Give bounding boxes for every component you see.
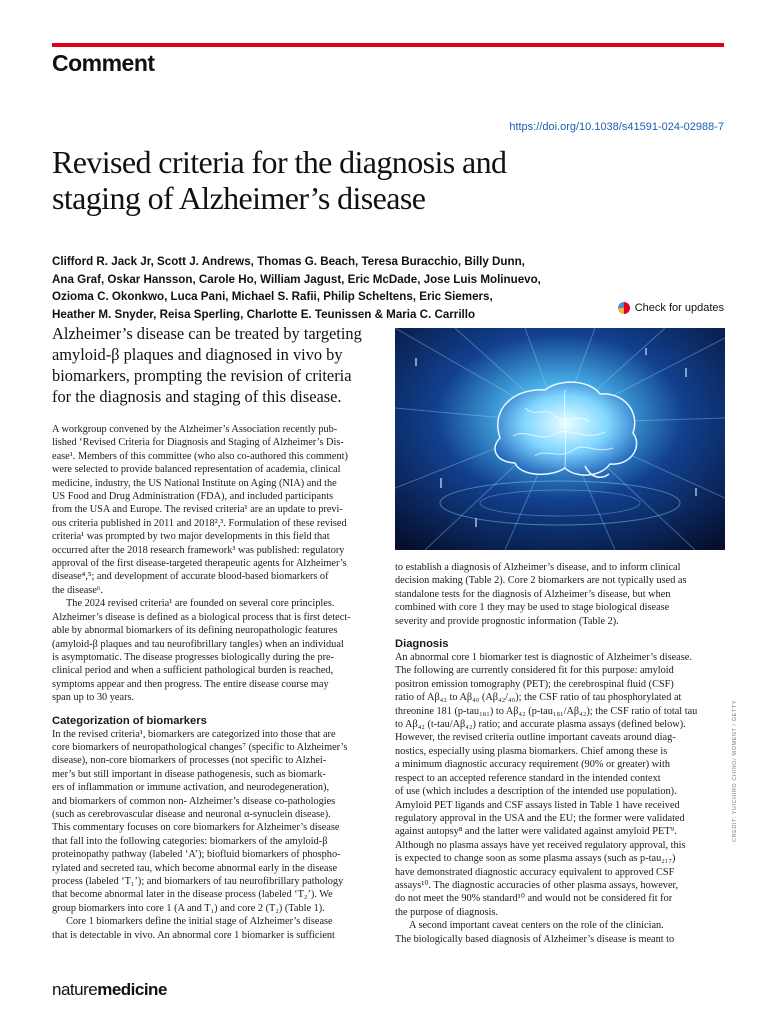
- standfirst-line: Alzheimer’s disease can be treated by targeting: [52, 324, 362, 343]
- body-text-line: from the USA and Europe. The revised criteria¹ are an update to previ-: [52, 504, 343, 516]
- body-text-line: This commentary focuses on core biomarkers for Alzheimer’s disease: [52, 822, 340, 834]
- body-text-line: to Aβ₄₂ (t-tau/Aβ₄₂) ratio; and accurate plasma assays (defined below).: [395, 719, 686, 731]
- glowing-brain-illustration: [395, 328, 725, 550]
- body-text-line: were selected to provide balanced representation of academia, clinical: [52, 464, 341, 476]
- brain-hero-image: [395, 328, 725, 550]
- doi-link[interactable]: https://doi.org/10.1038/s41591-024-02988-7: [509, 121, 724, 133]
- body-text-line: However, the revised criteria outline important caveats around diag-: [395, 732, 676, 744]
- image-credit: CREDIT: YUICHIRO CHINO/ MOMENT / GETTY: [732, 699, 738, 842]
- check-for-updates-label: Check for updates: [634, 302, 724, 314]
- body-text-line: ous criteria published in 2011 and 2018²,³. Formulation of these revised: [52, 517, 347, 529]
- body-text-line: A workgroup convened by the Alzheimer’s Association recently pub-: [52, 424, 338, 435]
- body-text-line: nostics, especially using plasma biomarkers. Chief among these is: [395, 745, 668, 757]
- body-text-line: approval of the first disease-targeted therapeutic agents for Alzheimer’s: [52, 558, 347, 570]
- body-text-line: core biomarkers of neuropathological changes⁷ (specific to Alzheimer’s: [52, 741, 348, 753]
- body-text-line: standalone tests for the diagnosis of Alzheimer’s disease, but when: [395, 588, 671, 600]
- body-text-line: positron emission tomography (PET); the cerebrospinal fluid (CSF): [395, 678, 674, 690]
- body-text-line: the purpose of diagnosis.: [395, 906, 498, 918]
- body-text-line: symptoms appear and then progress. The entire disease course may: [52, 678, 329, 690]
- body-text-line: a minimum diagnostic accuracy requirement (90% or greater) with: [395, 759, 671, 771]
- body-text-line: proteinopathy pathway (labeled ‘A’); biofluid biomarkers of phospho-: [52, 849, 341, 861]
- body-text-line: Alzheimer’s disease is defined as a biological process that is first detect-: [52, 611, 351, 623]
- paragraph-first-line: The 2024 revised criteria¹ are founded on several core principles.: [66, 598, 335, 610]
- body-text-line: is expected to change soon as some plasma assays (such as p-tau₂₁₇): [395, 853, 676, 865]
- section-heading: Categorization of biomarkers: [52, 714, 207, 727]
- article-title: [52, 144, 692, 216]
- title-line: Revised criteria for the diagnosis and: [52, 144, 507, 180]
- author-line: Ana Graf, Oskar Hansson, Carole Ho, William Jagust, Eric McDade, Jose Luis Molinuevo,: [52, 272, 541, 286]
- journal-name-part2: medicine: [97, 980, 167, 999]
- paragraph-spacer: [52, 705, 382, 714]
- body-text-line: threonine 181 (p-tau₁₈₁) to Aβ₄₂ (p-tau₁₈₁/Aβ₄₂); the CSF ratio of total tau: [395, 705, 698, 717]
- standfirst-line: amyloid-β plaques and diagnosed in vivo by: [52, 345, 343, 364]
- paragraph-first-line: Core 1 biomarkers define the initial stage of Alzheimer’s disease: [66, 916, 333, 928]
- body-text-line: disease), non-core biomarkers of processes (not specific to Alzhei-: [52, 755, 327, 767]
- body-text-line: the disease⁶.: [52, 584, 104, 596]
- standfirst: [52, 323, 382, 407]
- paragraph-first-line: A second important caveat centers on the role of the clinician.: [409, 920, 664, 932]
- body-text-line: mer’s but still important in disease pathogenesis, such as biomark-: [52, 768, 326, 780]
- body-text-line: The biologically based diagnosis of Alzheimer’s disease is meant to: [395, 933, 675, 945]
- body-column-right: [395, 561, 725, 946]
- journal-name-part1: nature: [52, 980, 98, 999]
- body-text-line: respect to an accepted reference standard in the intended context: [395, 772, 661, 784]
- body-text-line: ratio of Aβ₄₂ to Aβ₄₀ (Aβ₄₂/₄₀); the CSF ratio of tau phosphorylated at: [395, 692, 682, 704]
- standfirst-line: biomarkers, prompting the revision of criteria: [52, 366, 352, 385]
- body-text-line: of use (which includes a description of the intended use population).: [395, 786, 677, 798]
- body-text-line: An abnormal core 1 biomarker test is diagnostic of Alzheimer’s disease.: [395, 652, 692, 664]
- section-heading: Diagnosis: [395, 638, 449, 651]
- body-text-line: group biomarkers into core 1 (A and T₁) and core 2 (T₂) (Table 1).: [52, 902, 325, 914]
- body-text-line: that is detectable in vivo. An abnormal core 1 biomarker is sufficient: [52, 929, 335, 941]
- journal-footer: [52, 980, 167, 1000]
- body-column-left: [52, 423, 382, 942]
- author-line: Heather M. Snyder, Reisa Sperling, Charlotte E. Teunissen & Maria C. Carrillo: [52, 307, 476, 321]
- body-text-line: that become abnormal later in the disease process (labeled ‘T₂’). We: [52, 889, 333, 901]
- body-text-line: span up to 30 years.: [52, 692, 135, 704]
- body-text-line: Amyloid PET ligands and CSF assays listed in Table 1 have received: [395, 799, 680, 811]
- body-text-line: ers of inflammation or immune activation, and neurodegeneration),: [52, 782, 330, 794]
- body-text-line: that fall into the following categories: biomarkers of the amyloid-β: [52, 835, 328, 847]
- author-list: [52, 253, 592, 323]
- body-text-line: The following are currently considered fit for this purpose: amyloid: [395, 665, 674, 677]
- body-text-line: combined with core 1 they may be used to stage biological disease: [395, 602, 670, 614]
- body-text-line: lished ‘Revised Criteria for Diagnosis and Staging of Alzheimer’s Dis-: [52, 437, 344, 449]
- body-text-line: process (labeled ‘T₁’); and biomarkers of tau neurofibrillary pathology: [52, 876, 344, 887]
- body-text-line: (amyloid-β plaques and tau neurofibrillary tangles) when an individual: [52, 638, 344, 650]
- body-text-line: (such as cerebrovascular disease and neuronal α-synuclein disease).: [52, 808, 331, 820]
- body-text-line: occurred after the 2018 research framework³ was published: regulatory: [52, 544, 345, 556]
- author-line: Clifford R. Jack Jr, Scott J. Andrews, Thomas G. Beach, Teresa Buracchio, Billy Dunn,: [52, 255, 525, 268]
- body-text-line: assays¹⁰. The diagnostic accuracies of other plasma assays, however,: [395, 879, 679, 891]
- body-text-line: medicine, industry, the US National Institute on Aging (NIA) and the: [52, 477, 337, 489]
- body-text-line: is asymptomatic. The disease progresses biologically during the pre-: [52, 651, 335, 663]
- body-text-line: to establish a diagnosis of Alzheimer’s disease, and to inform clinical: [395, 562, 681, 573]
- body-text-line: regulatory approval in the USA and the EU; the former were validated: [395, 812, 685, 824]
- body-text-line: decision making (Table 2). Core 2 biomarkers are not typically used as: [395, 575, 687, 587]
- crossmark-icon: [618, 302, 630, 314]
- check-for-updates-button[interactable]: [618, 302, 724, 314]
- body-text-line: and biomarkers of common non- Alzheimer’s disease co-pathologies: [52, 795, 336, 807]
- body-text-line: criteria¹ was prompted by two major developments in this field that: [52, 531, 330, 543]
- body-text-line: rylated and secreted tau, which become abnormal early in the disease: [52, 862, 338, 874]
- body-text-line: clinical period and when a sufficient pathological burden is reached,: [52, 665, 334, 677]
- standfirst-line: for the diagnosis and staging of this disease.: [52, 387, 342, 406]
- title-line: staging of Alzheimer’s disease: [52, 180, 426, 216]
- body-text-line: ease¹. Members of this committee (who also co-authored this comment): [52, 450, 348, 462]
- section-label: Comment: [52, 50, 155, 76]
- paragraph-spacer: [395, 628, 725, 637]
- body-text-line: disease⁴,⁵; and development of accurate blood-based biomarkers of: [52, 571, 329, 583]
- author-line: Ozioma C. Okonkwo, Luca Pani, Michael S. Rafii, Philip Scheltens, Eric Siemers,: [52, 290, 493, 303]
- body-text-line: have demonstrated diagnostic accuracy equivalent to approved CSF: [395, 866, 675, 878]
- body-text-line: Although no plasma assays have yet received regulatory approval, this: [395, 839, 686, 851]
- body-text-line: In the revised criteria¹, biomarkers are categorized into those that are: [52, 728, 336, 740]
- body-text-line: do not meet the 90% standard¹⁰ and would not be considered fit for: [395, 893, 673, 905]
- body-text-line: able by abnormal biomarkers of its defining neuropathologic features: [52, 625, 338, 637]
- body-text-line: US Food and Drug Administration (FDA), and included participants: [52, 491, 334, 503]
- body-text-line: against autopsy⁸ and the latter were validated against amyloid PET⁹.: [395, 826, 677, 838]
- header-red-rule: [52, 43, 724, 47]
- body-text-line: severity and provide prognostic information (Table 2).: [395, 615, 619, 627]
